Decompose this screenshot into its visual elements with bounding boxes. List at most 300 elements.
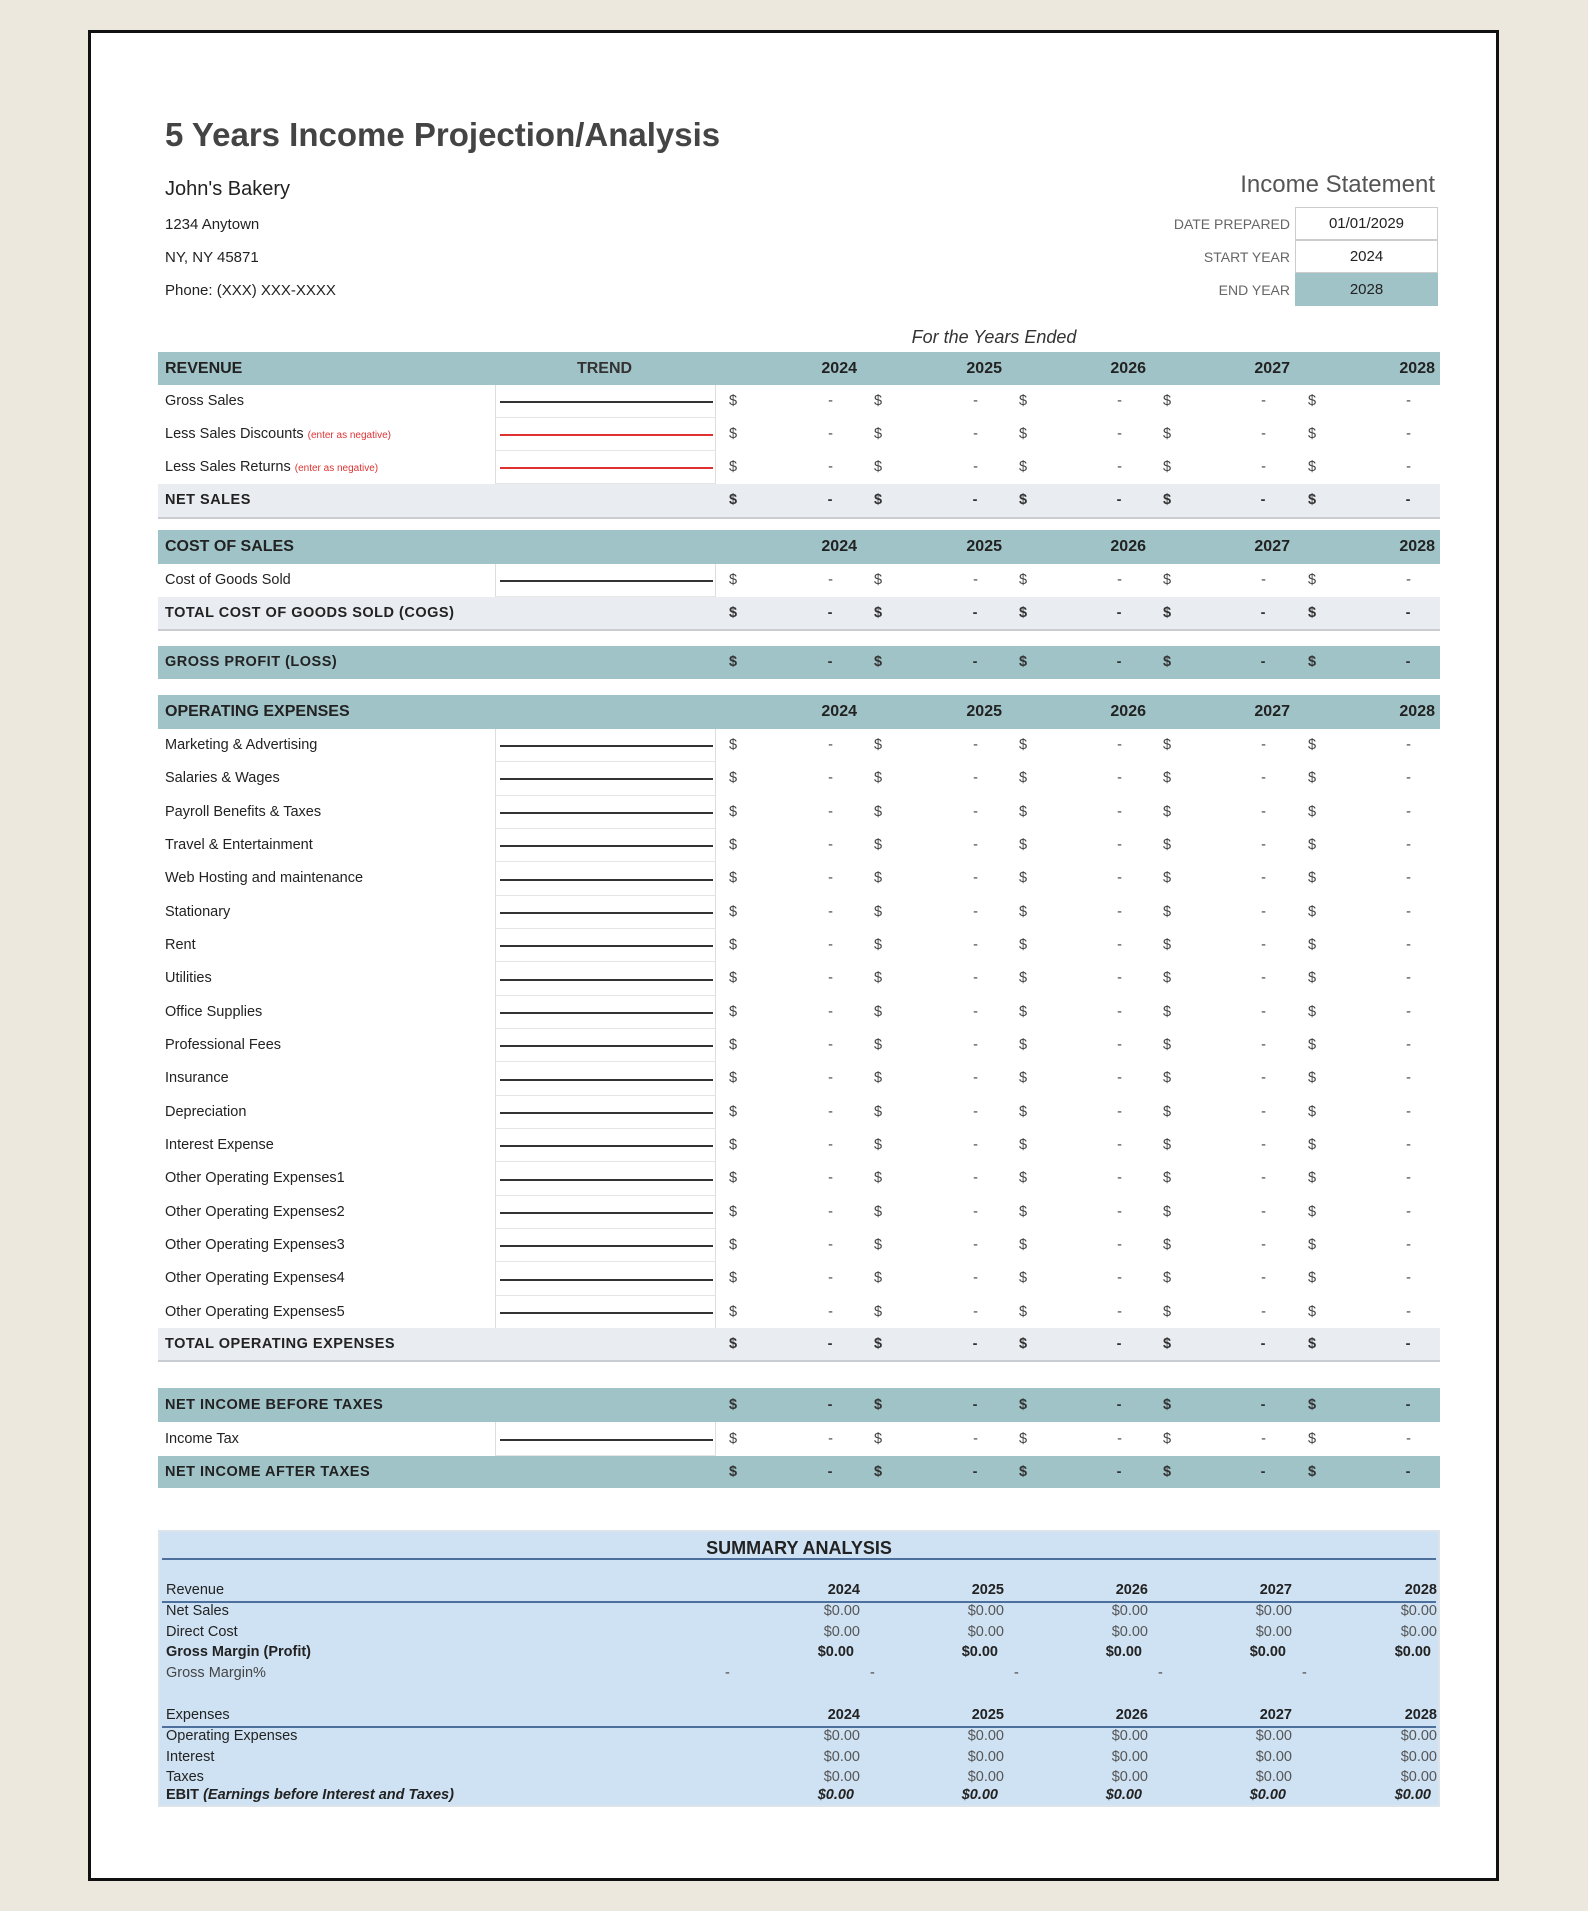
currency-symbol: $ xyxy=(1308,1237,1317,1254)
table-row xyxy=(158,996,1440,1029)
currency-symbol: $ xyxy=(1163,1464,1172,1480)
value-cell[interactable]: - xyxy=(973,837,978,854)
address-line-1: 1234 Anytown xyxy=(165,216,260,233)
value-cell[interactable]: - xyxy=(1261,870,1266,887)
currency-symbol: $ xyxy=(729,654,738,670)
row-label xyxy=(165,1129,274,1162)
sparkline-line xyxy=(500,1145,713,1147)
year-header: 2026 xyxy=(1115,1582,1148,1598)
row-label xyxy=(165,896,230,929)
currency-symbol: $ xyxy=(1019,1336,1028,1352)
table-row xyxy=(158,1196,1440,1229)
row-label xyxy=(165,962,212,995)
currency-symbol: $ xyxy=(1308,1070,1317,1087)
currency-symbol: $ xyxy=(1163,1303,1172,1320)
value-cell[interactable]: - xyxy=(973,1103,978,1120)
sparkline-line xyxy=(500,945,713,947)
value-cell[interactable]: - xyxy=(1261,1303,1266,1320)
summary-value: $0.00 xyxy=(1249,1644,1286,1661)
value-cell[interactable]: - xyxy=(1261,1270,1266,1287)
expenses-heading: Expenses xyxy=(166,1707,230,1723)
currency-symbol: $ xyxy=(874,1270,883,1287)
summary-value: $0.00 xyxy=(823,1728,860,1744)
currency-symbol: $ xyxy=(1163,1397,1172,1413)
value-cell[interactable]: - xyxy=(973,459,978,475)
year-header: 2028 xyxy=(1399,360,1435,377)
value-cell[interactable]: - xyxy=(828,459,833,475)
value-cell[interactable]: - xyxy=(1117,459,1122,475)
year-header: 2027 xyxy=(1259,1582,1292,1598)
currency-symbol: $ xyxy=(1019,605,1028,621)
value-cell[interactable]: - xyxy=(1406,1270,1411,1287)
value-cell[interactable]: - xyxy=(1117,1037,1122,1054)
value-cell[interactable]: - xyxy=(1261,970,1266,987)
value-cell[interactable]: - xyxy=(828,1103,833,1120)
value-cell[interactable]: - xyxy=(973,770,978,787)
currency-symbol: $ xyxy=(1019,1203,1028,1220)
row-label xyxy=(165,1328,395,1360)
table-row xyxy=(158,1162,1440,1195)
trend-sparkline xyxy=(495,1162,716,1195)
currency-symbol: $ xyxy=(1308,903,1317,920)
currency-symbol: $ xyxy=(1308,1037,1317,1054)
table-row xyxy=(158,1029,1440,1062)
value-cell[interactable]: - xyxy=(973,1003,978,1020)
value-cell[interactable]: - xyxy=(1117,1303,1122,1320)
summary-row-label: Net Sales xyxy=(166,1603,229,1619)
value-cell[interactable]: - xyxy=(1261,837,1266,854)
value-cell[interactable]: - xyxy=(828,1037,833,1054)
table-row xyxy=(158,896,1440,929)
summary-row-label: Operating Expenses xyxy=(166,1728,298,1744)
value-cell: - xyxy=(972,605,978,621)
value-cell[interactable]: - xyxy=(828,903,833,920)
trend-header: TREND xyxy=(576,360,633,377)
currency-symbol: $ xyxy=(874,1003,883,1020)
value-cell: - xyxy=(972,1336,978,1352)
currency-symbol: $ xyxy=(1019,1464,1028,1480)
year-header: 2025 xyxy=(971,1582,1004,1598)
value-cell[interactable]: - xyxy=(1117,393,1122,409)
trend-sparkline xyxy=(495,1262,716,1295)
value-cell[interactable]: - xyxy=(1261,1070,1266,1087)
summary-value: $0.00 xyxy=(1400,1728,1437,1744)
value-cell[interactable]: - xyxy=(828,1003,833,1020)
row-label xyxy=(165,1388,383,1422)
currency-symbol: $ xyxy=(729,492,738,508)
currency-symbol: $ xyxy=(1019,1103,1028,1120)
gross-margin-pct-value: - xyxy=(1014,1665,1019,1681)
divider xyxy=(162,1558,1436,1560)
value-cell[interactable]: - xyxy=(828,1270,833,1287)
total-row xyxy=(158,646,1440,679)
currency-symbol: $ xyxy=(729,1037,738,1054)
row-label xyxy=(165,418,391,452)
value-cell[interactable]: - xyxy=(1117,1137,1122,1154)
value-cell[interactable]: - xyxy=(828,1203,833,1220)
currency-symbol: $ xyxy=(729,1003,738,1020)
value-cell: - xyxy=(972,1464,978,1480)
value-cell[interactable]: - xyxy=(828,870,833,887)
year-header: 2025 xyxy=(966,703,1002,720)
value-cell[interactable]: - xyxy=(1117,1170,1122,1187)
year-header: 2026 xyxy=(1110,538,1146,555)
value-cell[interactable]: - xyxy=(1261,459,1266,475)
currency-symbol: $ xyxy=(874,1170,883,1187)
value-cell[interactable]: - xyxy=(1406,803,1411,820)
value-cell[interactable]: - xyxy=(1406,1137,1411,1154)
date-prepared-field[interactable]: 01/01/2029 xyxy=(1295,207,1438,240)
year-header: 2027 xyxy=(1259,1707,1292,1723)
value-cell[interactable]: - xyxy=(1406,770,1411,787)
value-cell[interactable]: - xyxy=(1406,1070,1411,1087)
value-cell[interactable]: - xyxy=(1261,393,1266,409)
year-header: 2026 xyxy=(1110,360,1146,377)
currency-symbol: $ xyxy=(1163,803,1172,820)
table-row xyxy=(158,418,1440,451)
currency-symbol: $ xyxy=(1019,970,1028,987)
value-cell[interactable]: - xyxy=(828,426,833,442)
currency-symbol: $ xyxy=(1308,492,1317,508)
gross-margin-pct-value: - xyxy=(725,1665,730,1681)
value-cell: - xyxy=(827,1464,833,1480)
row-label-text: Interest Expense xyxy=(165,1137,274,1154)
year-header: 2028 xyxy=(1404,1707,1437,1723)
year-header: 2024 xyxy=(821,360,857,377)
value-cell: - xyxy=(1116,605,1122,621)
currency-symbol: $ xyxy=(1308,1103,1317,1120)
currency-symbol: $ xyxy=(1163,770,1172,787)
year-header: 2027 xyxy=(1254,703,1290,720)
value-cell[interactable]: - xyxy=(1261,937,1266,954)
value-cell[interactable]: - xyxy=(1261,426,1266,442)
summary-value: $0.00 xyxy=(1105,1644,1142,1661)
currency-symbol: $ xyxy=(874,1237,883,1254)
table-row xyxy=(158,829,1440,862)
value-cell[interactable]: - xyxy=(1406,1431,1411,1447)
currency-symbol: $ xyxy=(729,837,738,854)
currency-symbol: $ xyxy=(874,937,883,954)
value-cell[interactable]: - xyxy=(973,1070,978,1087)
company-name: John's Bakery xyxy=(165,178,290,200)
row-label-text: TOTAL COST OF GOODS SOLD (COGS) xyxy=(165,605,455,621)
row-label-text: Stationary xyxy=(165,903,231,920)
summary-value: $0.00 xyxy=(967,1603,1004,1619)
row-label xyxy=(165,729,317,762)
ebit-value: $0.00 xyxy=(817,1787,854,1803)
table-row xyxy=(158,862,1440,895)
value-cell[interactable]: - xyxy=(1406,572,1411,588)
sparkline-line xyxy=(500,812,713,814)
year-header: 2025 xyxy=(966,538,1002,555)
currency-symbol: $ xyxy=(1308,770,1317,787)
value-cell[interactable]: - xyxy=(828,1303,833,1320)
value-cell[interactable]: - xyxy=(973,970,978,987)
trend-sparkline xyxy=(495,451,716,484)
value-cell[interactable]: - xyxy=(1117,1203,1122,1220)
row-label-text: Other Operating Expenses2 xyxy=(165,1203,345,1220)
value-cell[interactable]: - xyxy=(1261,1103,1266,1120)
summary-value: $0.00 xyxy=(1111,1769,1148,1786)
currency-symbol: $ xyxy=(729,770,738,787)
trend-sparkline xyxy=(495,729,716,762)
value-cell[interactable]: - xyxy=(828,837,833,854)
value-cell[interactable]: - xyxy=(1117,426,1122,442)
value-cell[interactable]: - xyxy=(1117,903,1122,920)
value-cell[interactable]: - xyxy=(973,1037,978,1054)
value-cell[interactable]: - xyxy=(1406,1170,1411,1187)
table-row xyxy=(158,1262,1440,1295)
value-cell[interactable]: - xyxy=(973,1170,978,1187)
value-cell[interactable]: - xyxy=(828,1070,833,1087)
value-cell[interactable]: - xyxy=(1261,737,1266,753)
currency-symbol: $ xyxy=(1019,393,1028,409)
value-cell[interactable]: - xyxy=(1117,870,1122,887)
value-cell[interactable]: - xyxy=(1406,1303,1411,1320)
start-year-field[interactable]: 2024 xyxy=(1295,240,1438,273)
value-cell[interactable]: - xyxy=(828,737,833,753)
sparkline-line xyxy=(500,1212,713,1214)
currency-symbol: $ xyxy=(1308,1464,1317,1480)
currency-symbol: $ xyxy=(874,737,883,753)
value-cell[interactable]: - xyxy=(1117,970,1122,987)
sparkline-line xyxy=(500,912,713,914)
value-cell[interactable]: - xyxy=(973,870,978,887)
currency-symbol: $ xyxy=(1163,837,1172,854)
value-cell[interactable]: - xyxy=(828,393,833,409)
value-cell: - xyxy=(1260,654,1266,670)
value-cell[interactable]: - xyxy=(1406,1237,1411,1254)
value-cell[interactable]: - xyxy=(1406,1103,1411,1120)
currency-symbol: $ xyxy=(1019,737,1028,753)
currency-symbol: $ xyxy=(1019,426,1028,442)
currency-symbol: $ xyxy=(1308,837,1317,854)
value-cell[interactable]: - xyxy=(1261,1431,1266,1447)
ebit-note: (Earnings before Interest and Taxes) xyxy=(203,1787,454,1803)
value-cell[interactable]: - xyxy=(828,572,833,588)
value-cell[interactable]: - xyxy=(1261,1170,1266,1187)
value-cell[interactable]: - xyxy=(1406,737,1411,753)
row-label-text: Cost of Goods Sold xyxy=(165,572,291,588)
sparkline-line xyxy=(500,580,713,582)
currency-symbol: $ xyxy=(1163,1431,1172,1447)
value-cell[interactable]: - xyxy=(1261,803,1266,820)
value-cell[interactable]: - xyxy=(973,1270,978,1287)
row-label xyxy=(165,1262,345,1295)
value-cell[interactable]: - xyxy=(1261,1003,1266,1020)
value-cell[interactable]: - xyxy=(973,1203,978,1220)
value-cell[interactable]: - xyxy=(1261,903,1266,920)
row-label xyxy=(165,1062,229,1095)
value-cell[interactable]: - xyxy=(1406,1203,1411,1220)
currency-symbol: $ xyxy=(1019,1070,1028,1087)
value-cell[interactable]: - xyxy=(828,803,833,820)
summary-value: $0.00 xyxy=(1255,1769,1292,1786)
value-cell[interactable]: - xyxy=(1406,903,1411,920)
currency-symbol: $ xyxy=(729,970,738,987)
currency-symbol: $ xyxy=(1019,870,1028,887)
value-cell[interactable]: - xyxy=(1406,937,1411,954)
currency-symbol: $ xyxy=(1163,654,1172,670)
currency-symbol: $ xyxy=(1163,1270,1172,1287)
table-row xyxy=(158,729,1440,762)
sparkline-line xyxy=(500,467,713,469)
value-cell[interactable]: - xyxy=(1117,1003,1122,1020)
row-note: (enter as negative) xyxy=(307,430,392,441)
value-cell[interactable]: - xyxy=(1117,1270,1122,1287)
value-cell[interactable]: - xyxy=(973,737,978,753)
year-header: 2027 xyxy=(1254,538,1290,555)
value-cell[interactable]: - xyxy=(1406,837,1411,854)
value-cell[interactable]: - xyxy=(1117,572,1122,588)
value-cell[interactable]: - xyxy=(828,1237,833,1254)
value-cell[interactable]: - xyxy=(1261,1203,1266,1220)
total-row xyxy=(158,484,1440,519)
row-label-text: Web Hosting and maintenance xyxy=(165,870,364,887)
row-label xyxy=(165,484,251,517)
currency-symbol: $ xyxy=(729,1397,738,1413)
summary-title: SUMMARY ANALYSIS xyxy=(706,1538,892,1558)
summary-value: $0.00 xyxy=(1255,1728,1292,1744)
value-cell[interactable]: - xyxy=(1406,1003,1411,1020)
row-label-text: REVENUE xyxy=(165,360,243,377)
value-cell[interactable]: - xyxy=(973,393,978,409)
value-cell[interactable]: - xyxy=(973,903,978,920)
value-cell[interactable]: - xyxy=(1117,837,1122,854)
trend-sparkline xyxy=(495,1062,716,1095)
currency-symbol: $ xyxy=(729,1464,738,1480)
value-cell: - xyxy=(1405,1464,1411,1480)
page-title: 5 Years Income Projection/Analysis xyxy=(165,116,721,153)
value-cell: - xyxy=(827,654,833,670)
currency-symbol: $ xyxy=(1308,870,1317,887)
currency-symbol: $ xyxy=(1308,1303,1317,1320)
trend-sparkline xyxy=(495,929,716,962)
value-cell[interactable]: - xyxy=(973,1303,978,1320)
address-line-2: NY, NY 45871 xyxy=(165,249,259,266)
section-header xyxy=(158,695,1440,729)
value-cell[interactable]: - xyxy=(1117,770,1122,787)
currency-symbol: $ xyxy=(1019,903,1028,920)
value-cell[interactable]: - xyxy=(828,1170,833,1187)
trend-sparkline xyxy=(495,564,716,597)
currency-symbol: $ xyxy=(729,605,738,621)
row-label xyxy=(165,929,196,962)
sparkline-line xyxy=(500,1245,713,1247)
value-cell: - xyxy=(827,1397,833,1413)
summary-value: $0.00 xyxy=(823,1769,860,1786)
value-cell[interactable]: - xyxy=(1406,870,1411,887)
year-header: 2028 xyxy=(1399,538,1435,555)
row-label xyxy=(165,796,321,829)
value-cell[interactable]: - xyxy=(1117,1431,1122,1447)
currency-symbol: $ xyxy=(1163,1237,1172,1254)
currency-symbol: $ xyxy=(1163,1170,1172,1187)
value-cell[interactable]: - xyxy=(1261,572,1266,588)
value-cell[interactable]: - xyxy=(973,572,978,588)
trend-sparkline xyxy=(495,1296,716,1329)
value-cell[interactable]: - xyxy=(1117,1070,1122,1087)
year-header: 2024 xyxy=(827,1582,860,1598)
value-cell[interactable]: - xyxy=(1261,1237,1266,1254)
currency-symbol: $ xyxy=(729,737,738,753)
sparkline-line xyxy=(500,434,713,436)
row-label-text: Depreciation xyxy=(165,1103,247,1120)
value-cell[interactable]: - xyxy=(973,937,978,954)
row-label-text: Insurance xyxy=(165,1070,229,1087)
currency-symbol: $ xyxy=(1019,1037,1028,1054)
value-cell[interactable]: - xyxy=(973,1237,978,1254)
trend-sparkline xyxy=(495,418,716,451)
value-cell[interactable]: - xyxy=(1406,970,1411,987)
value-cell[interactable]: - xyxy=(1117,1237,1122,1254)
summary-value: $0.00 xyxy=(1111,1728,1148,1744)
row-label xyxy=(165,530,294,564)
currency-symbol: $ xyxy=(1308,1397,1317,1413)
gross-margin-pct-value: - xyxy=(870,1665,875,1681)
end-year-field[interactable]: 2028 xyxy=(1295,273,1438,306)
value-cell[interactable]: - xyxy=(1117,737,1122,753)
currency-symbol: $ xyxy=(1308,1431,1317,1447)
revenue-heading: Revenue xyxy=(166,1582,225,1598)
currency-symbol: $ xyxy=(874,572,883,588)
summary-value: $0.00 xyxy=(1111,1748,1148,1765)
value-cell[interactable]: - xyxy=(828,937,833,954)
ebit-value: $0.00 xyxy=(1249,1787,1286,1803)
currency-symbol: $ xyxy=(1019,1237,1028,1254)
currency-symbol: $ xyxy=(1019,1303,1028,1320)
table-row xyxy=(158,962,1440,995)
year-header: 2026 xyxy=(1115,1707,1148,1723)
value-cell[interactable]: - xyxy=(1406,1037,1411,1054)
value-cell[interactable]: - xyxy=(1117,803,1122,820)
row-label xyxy=(165,1229,345,1262)
years-ended-caption: For the Years Ended xyxy=(911,327,1077,347)
row-label-text: Other Operating Expenses3 xyxy=(165,1237,345,1254)
value-cell[interactable]: - xyxy=(828,1431,833,1447)
value-cell[interactable]: - xyxy=(828,1137,833,1154)
year-header: 2024 xyxy=(821,703,857,720)
value-cell[interactable]: - xyxy=(973,426,978,442)
value-cell[interactable]: - xyxy=(1406,426,1411,442)
currency-symbol: $ xyxy=(1163,605,1172,621)
currency-symbol: $ xyxy=(729,1431,738,1447)
value-cell[interactable]: - xyxy=(973,1137,978,1154)
value-cell[interactable]: - xyxy=(1406,393,1411,409)
value-cell[interactable]: - xyxy=(1406,459,1411,475)
row-note: (enter as negative) xyxy=(294,463,379,474)
currency-symbol: $ xyxy=(874,1431,883,1447)
value-cell[interactable]: - xyxy=(1117,1103,1122,1120)
row-label-text: Marketing & Advertising xyxy=(165,737,318,753)
value-cell[interactable]: - xyxy=(1117,937,1122,954)
value-cell[interactable]: - xyxy=(828,770,833,787)
currency-symbol: $ xyxy=(1308,1270,1317,1287)
summary-value: $0.00 xyxy=(1255,1623,1292,1640)
currency-symbol: $ xyxy=(729,459,738,475)
currency-symbol: $ xyxy=(1308,1137,1317,1154)
value-cell[interactable]: - xyxy=(1261,1137,1266,1154)
table-row xyxy=(158,1062,1440,1095)
value-cell[interactable]: - xyxy=(973,1431,978,1447)
value-cell[interactable]: - xyxy=(828,970,833,987)
value-cell[interactable]: - xyxy=(1261,1037,1266,1054)
gross-margin-pct-value: - xyxy=(1302,1665,1307,1681)
year-header: 2024 xyxy=(827,1707,860,1723)
value-cell[interactable]: - xyxy=(973,803,978,820)
value-cell[interactable]: - xyxy=(1261,770,1266,787)
trend-sparkline xyxy=(495,962,716,995)
